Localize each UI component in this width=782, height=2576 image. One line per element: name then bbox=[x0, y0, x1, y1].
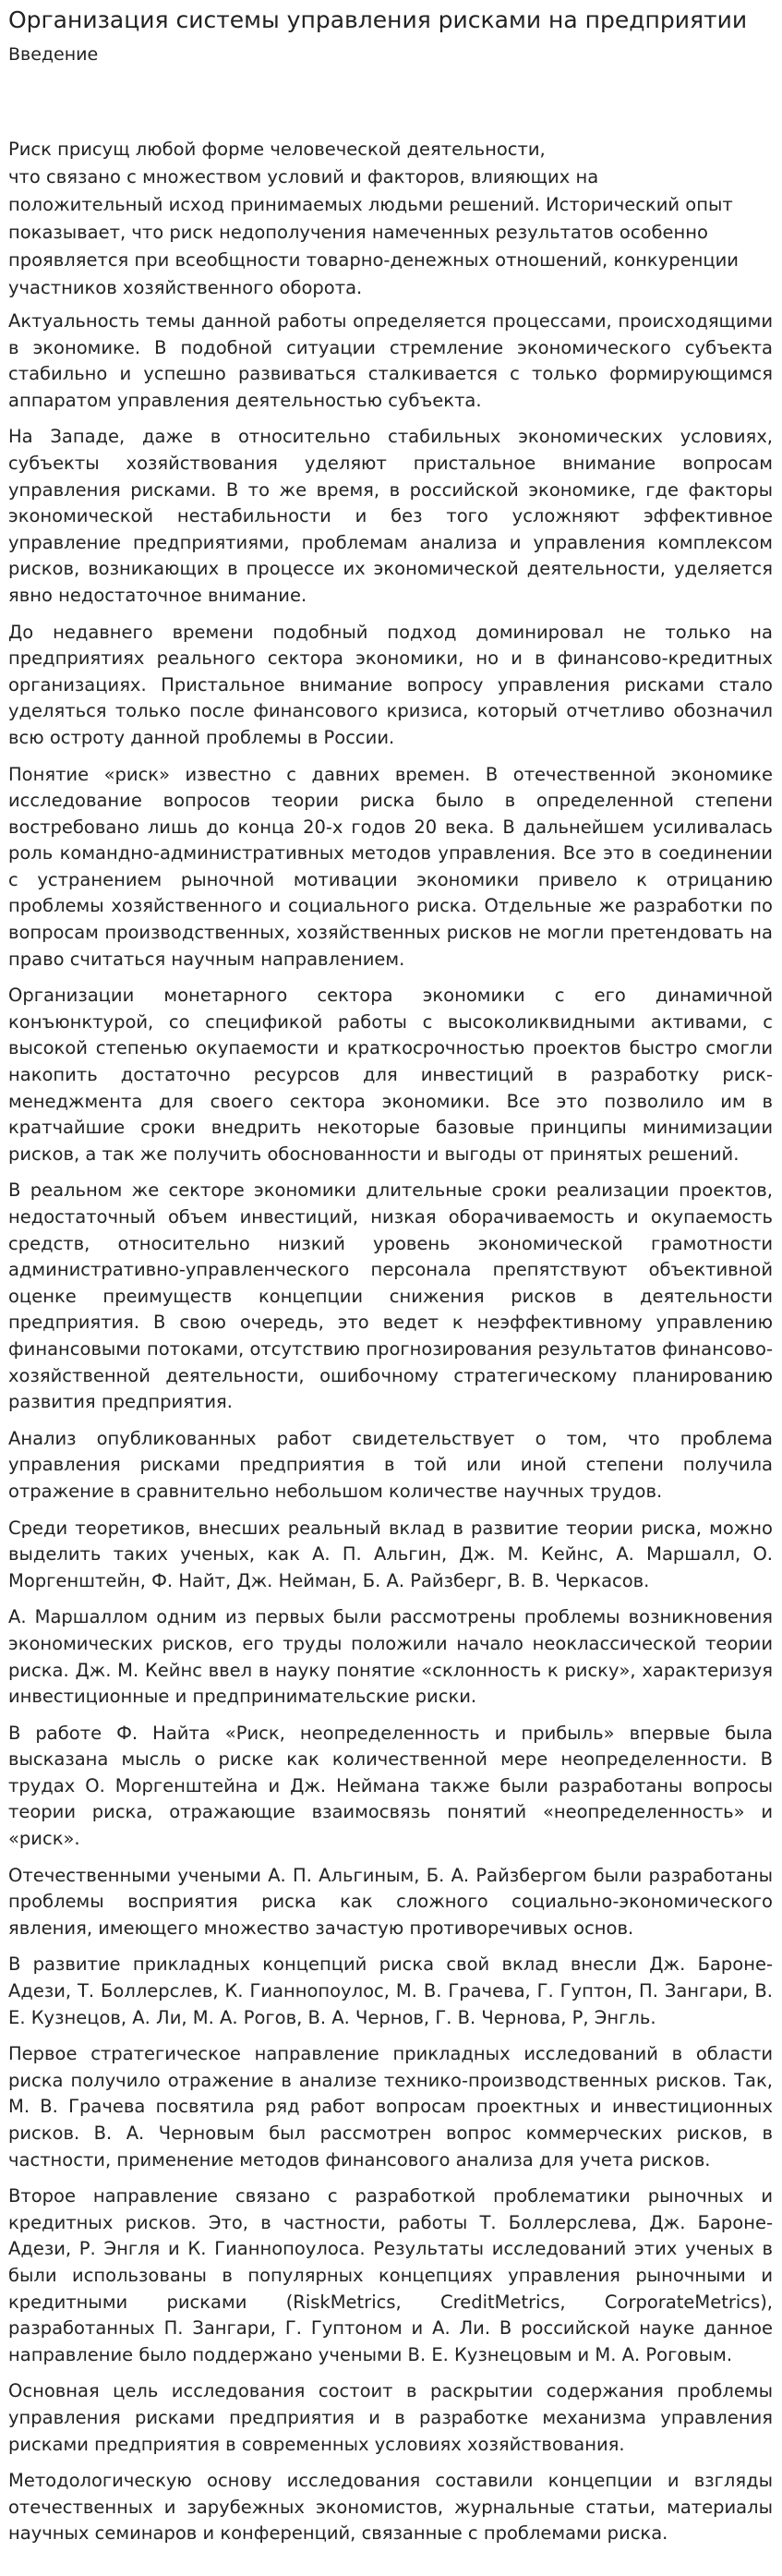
paragraph-monetary-sector: Организации монетарного сектора экономики с его динамичной конъюнктурой, со спецификой работы с высоколиквидными активами, с высокой степенью окупаемости и краткосрочностью проектов быстро смогли накопить достаточно ресурсов для инвестиций в разработку риск-менеджмента для своего сектора экономики. Все это позволило им в кратчайшие сроки внедрить некоторые базовые принципы минимизации рисков, а так же получить обоснованности и выгоды от принятых решений. bbox=[8, 985, 773, 1165]
paragraph-recent-approach: До недавнего времени подобный подход доминировал не только на предприятиях реального сектора экономики, но и в финансово-кредитных организациях. Пристальное внимание вопросу управления рисками стало уделяться только после финансового кризиса, который отчетливо обозначил всю остроту данной проблемы в России. bbox=[8, 621, 773, 748]
paragraph-real-sector: В реальном же секторе экономики длительные сроки реализации проектов, недостаточный объем инвестиций, низкая оборачиваемость и окупаемость средств, относительно низкий уровень экономической грамотности административно-управленческого персонала препятствуют объективной оценке преимуществ концепции снижения рисков в деятельности предприятия. В свою очередь, это ведет к неэффективному управлению финансовыми потоками, отсутствию прогнозирования результатов финансово-хозяйственной деятельности, ошибочному стратегическому планированию развития предприятия. bbox=[8, 1179, 773, 1413]
blank-space bbox=[8, 66, 773, 136]
paragraph-first-direction: Первое стратегическое направление прикладных исследований в области риска получило отражение в анализе технико-производственных рисков. Так, М. В. Грачева посвятила ряд работ вопросам проектных и инвестиционных рисков. В. А. Черновым был рассмотрен вопрос коммерческих рисков, в частности, применение методов финансового анализа для учета рисков. bbox=[8, 2043, 773, 2171]
paragraph-marshall: А. Маршаллом одним из первых были рассмотрены проблемы возникновения экономических рисков, его труды положили начало неоклассической теории риска. Дж. М. Кейнс ввел в науку понятие «склонность к риску», характеризуя инвестиционные и предпринимательские риски. bbox=[8, 1606, 773, 1708]
paragraph-second-direction: Второе направление связано с разработкой проблематики рыночных и кредитных рисков. Это, в частности, работы Т. Боллерслева, Дж. Бароне-Адези, Р. Энгля и К. Гианнопоулоса. Результаты исследований этих ученых в были использованы в популярных концепциях управления рыночными и кредитными рисками (RiskMetrics, CreditMetrics, CorporateMetrics), разработанных П. Зангари, Г. Гуптоном и А. Ли. В российской науке данное направление было поддержано учеными В. Е. Кузнецовым и М. А. Роговым. bbox=[8, 2185, 773, 2365]
intro-paragraph: Риск присущ любой форме человеческой деятельности, что связано с множеством условий и факторов, влияющих на положительный исход принимаемых людьми решений. Исторический опыт показывает, что риск недополучения намеченных результатов особенно проявляется при всеобщности товарно-денежных отношений, конкуренции участников хозяйственного оборота. bbox=[8, 139, 739, 298]
document-title: Организация системы управления рисками на предприятии bbox=[8, 6, 748, 33]
section-heading-introduction: Введение bbox=[8, 44, 99, 65]
paragraph-methodology: Методологическую основу исследования составили концепции и взгляды отечественных и зарубежных экономистов, журнальные статьи, материалы научных семинаров и конференций, связанные с проблемами риска. bbox=[8, 2470, 773, 2545]
paragraph-knight: В работе Ф. Найта «Риск, неопределенность и прибыль» впервые была высказана мысль о риске как количественной мере неопределенности. В трудах О. Моргенштейна и Дж. Неймана также были разработаны вопросы теории риска, отражающие взаимосвязь понятий «неопределенность» и «риск». bbox=[8, 1722, 773, 1850]
paragraph-relevance: Актуальность темы данной работы определяется процессами, происходящими в экономике. В подобной ситуации стремление экономического субъекта стабильно и успешно развиваться сталкивается с только формирующимся аппаратом управления деятельностью субъекта. bbox=[8, 310, 773, 411]
paragraph-domestic-scholars: Отечественными учеными А. П. Альгиным, Б. А. Райзбергом были разработаны проблемы восприятия риска как сложного социально-экономического явления, имеющего множество зачастую противоречивых основ. bbox=[8, 1864, 773, 1939]
paragraph-risk-concept: Понятие «риск» известно с давних времен. В отечественной экономике исследование вопросов теории риска было в определенной степени востребовано лишь до конца 20-х годов 20 века. В дальнейшем усиливалась роль командно-административных методов управления. Все это в соединении с устранением рыночной мотивации экономики привело к отрицанию проблемы хозяйственного и социального риска. Отдельные же разработки по вопросам производственных, хозяйственных рисков не могли претендовать на право считаться научным направлением. bbox=[8, 763, 773, 970]
paragraph-theorists: Среди теоретиков, внесших реальный вклад в развитие теории риска, можно выделить таких ученых, как А. П. Альгин, Дж. М. Кейнс, А. Маршалл, О. Моргенштейн, Ф. Найт, Дж. Нейман, Б. А. Райзберг, В. В. Черкасов. bbox=[8, 1517, 773, 1591]
paragraph-analysis: Анализ опубликованных работ свидетельствует о том, что проблема управления рисками предприятия в той или иной степени получила отражение в сравнительно небольшом количестве научных трудов. bbox=[8, 1427, 773, 1502]
paragraph-applied-concepts: В развитие прикладных концепций риска свой вклад внесли Дж. Бароне-Адези, Т. Боллерслев, К. Гианнопоулос, М. В. Грачева, Г. Гуптон, П. Зангари, В. Е. Кузнецов, А. Ли, М. А. Рогов, В. А. Чернов, Г. В. Чернова, Р, Энгль. bbox=[8, 1953, 773, 2028]
paragraph-research-goal: Основная цель исследования состоит в раскрытии содержания проблемы управления рисками предприятия и в разработке механизма управления рисками предприятия в современных условиях хозяйствования. bbox=[8, 2380, 773, 2455]
paragraph-west: На Западе, даже в относительно стабильных экономических условиях, субъекты хозяйствования уделяют пристальное внимание вопросам управления рисками. В то же время, в российской экономике, где факторы экономической нестабильности и без того усложняют эффективное управление предприятиями, проблемам анализа и управления комплексом рисков, возникающих в процессе их экономической деятельности, уделяется явно недостаточное внимание. bbox=[8, 426, 773, 606]
